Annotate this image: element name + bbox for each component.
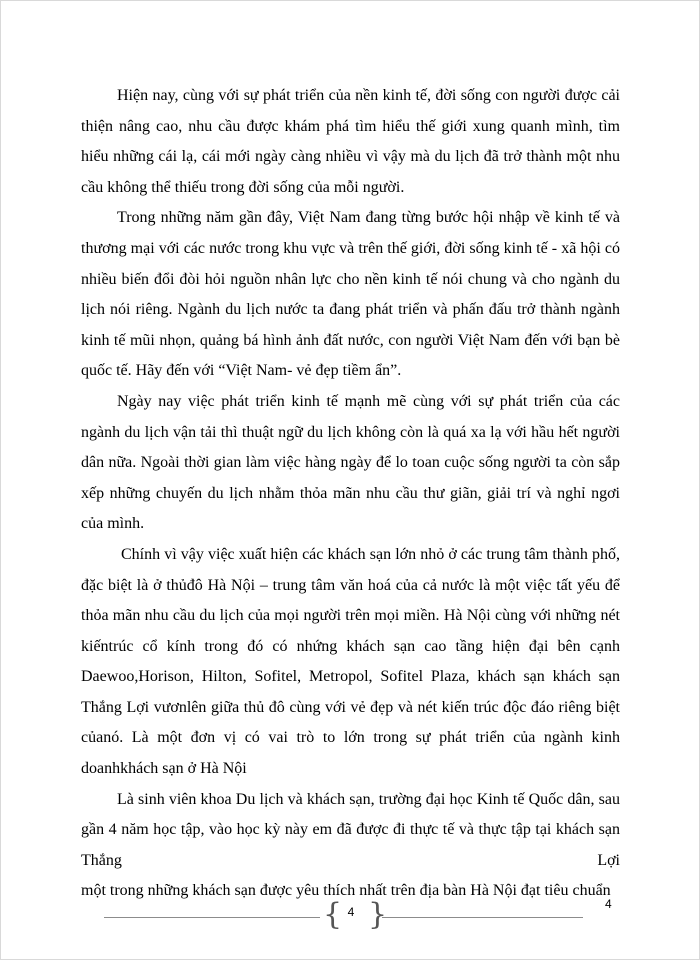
page-number-right: 4 xyxy=(605,897,612,911)
paragraph: Hiện nay, cùng với sự phát triển của nền kinh tế, đời sống con người được cải thiện nâng cao, nhu cầu được khám phá tìm hiểu thế giới xung quanh mình, tìm hiểu những cái lạ, cái mới ngày càng nhiều vì vậy mà du lịch đã trở thành một nhu cầu không thể thiếu trong đời sống của mỗi người. xyxy=(81,87,620,196)
paragraph: Trong những năm gần đây, Việt Nam đang từng bước hội nhập về kinh tế và thương mại với các nước trong khu vực và trên thế giới, đời sống kinh tế - xã hội có nhiều biến đổi đòi hỏi nguồn nhân lực cho nền kinh tế nói chung và cho ngành du lịch nói riêng. Ngành du lịch nước ta đang phát triển và phấn đấu trở thành ngành kinh tế mũi nhọn, quảng bá hình ảnh đất nước, con người Việt Nam đến với bạn bè quốc tế. Hãy đến với “Việt Nam- vẻ đẹp tiềm ẩn”. xyxy=(81,209,620,380)
footer-rule-left xyxy=(104,917,320,918)
paragraph: Chính vì vậy việc xuất hiện các khách sạn lớn nhỏ ở các trung tâm thành phố, đặc biệt là ở thủđô Hà Nội – trung tâm văn hoá của cả nước là một việc tất yếu để thỏa mãn nhu cầu du lịch của mọi người trên mọi miền. Hà Nội cùng với những nét kiếntrúc cổ kính trong đó có nhứng khách sạn cao tầng hiện đại bên cạnh Daewoo,Horison, Hilton, Sofitel, Metropol, Sofitel Plaza, khách sạn khách sạn Thắng Lợi vươnlên giữa thủ đô cùng với vẻ đẹp và nét kiến trúc độc đáo riêng biệt củanó. Là một đơn vị có vai trò to lớn trong sự phát triển của ngành kinh doanhkhách sạn ở Hà Nội xyxy=(81,545,620,778)
body-text xyxy=(81,81,620,907)
page-number-center: 4 xyxy=(347,905,355,919)
footer-brace-right: } xyxy=(368,897,388,932)
footer-rule-right xyxy=(382,917,583,918)
paragraph: một trong những khách sạn được yêu thích nhất trên địa bàn Hà Nội đạt tiêu chuẩn xyxy=(81,882,611,900)
paragraph: Ngày nay việc phát triển kinh tế mạnh mẽ cùng với sự phát triển của các ngành du lịch vận tải thì thuật ngữ du lịch không còn là quá xa lạ với hầu hết người dân nữa. Ngoài thời gian làm việc hàng ngày để lo toan cuộc sống người ta còn sắp xếp những chuyến du lịch nhằm thỏa mãn nhu cầu thư giãn, giải trí và nghỉ ngơi của mình. xyxy=(81,392,620,533)
paragraph: Là sinh viên khoa Du lịch và khách sạn, trường đại học Kinh tế Quốc dân, sau gần 4 năm học tập, vào học kỳ này em đã được đi thực tế và thực tập tại khách sạn Thắng Lợi xyxy=(81,790,620,869)
footer-brace-left: { xyxy=(323,897,343,932)
